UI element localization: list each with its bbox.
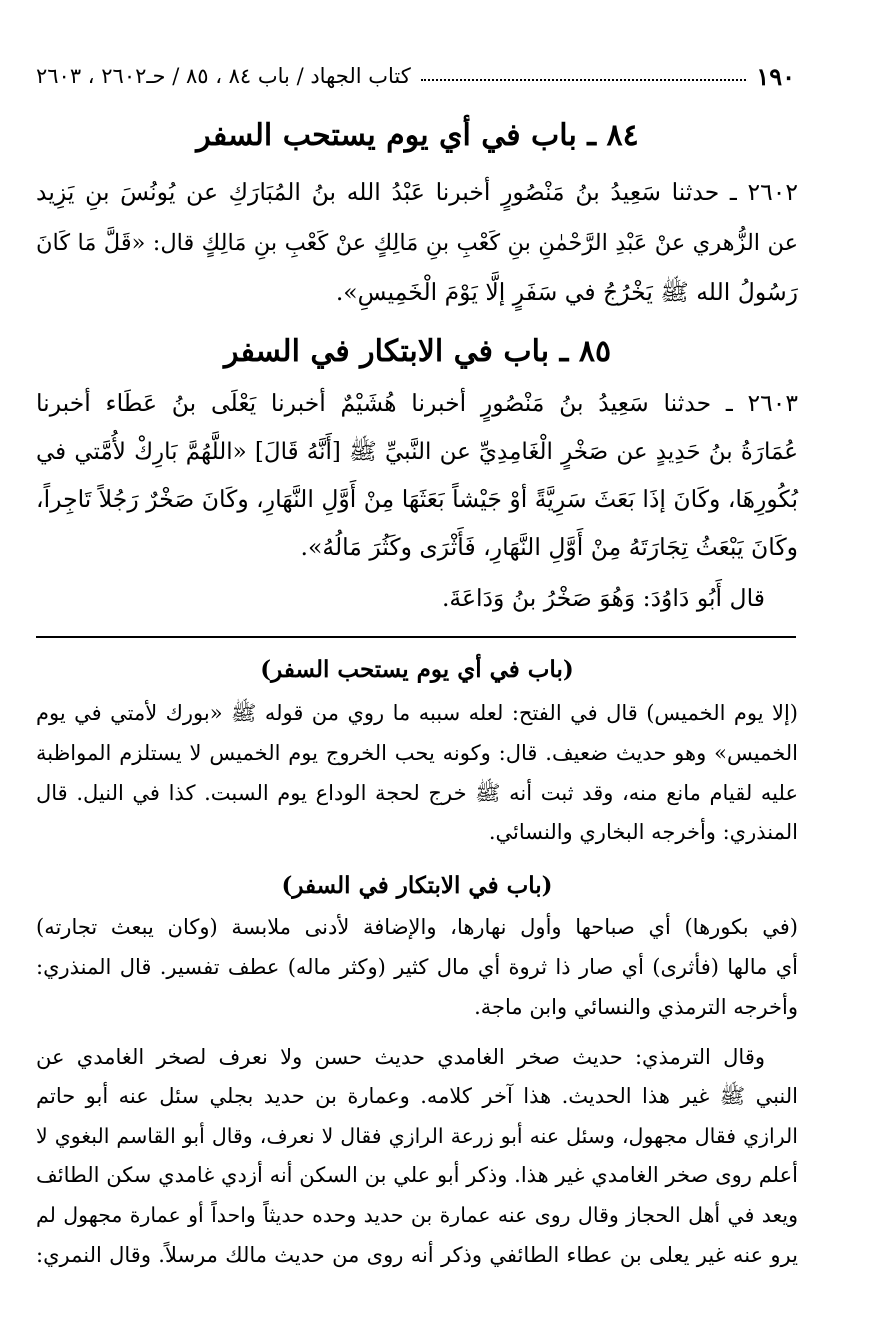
chapter-85-title: ٨٥ ـ باب في الابتكار في السفر bbox=[223, 334, 612, 369]
page-number: ١٩٠ bbox=[756, 61, 795, 91]
page-header bbox=[36, 56, 795, 96]
hadith-2602-line-2: عن الزُّهري عنْ عَبْدِ الرَّحْمٰنِ بنِ كَعْبِ بنِ مَالِكٍ عنْ كَعْبِ بنِ مَالِكٍ قال: «قَلَّ مَا كَانَ bbox=[36, 230, 798, 256]
commentary-2-line-1: (في بكورها) أي صباحها وأول نهارها، والإضافة لأدنى ملابسة (وكان يبعث تجارته) bbox=[36, 915, 798, 939]
commentary-3-line-5: ويعد في أهل الحجاز وقال روى عنه عمارة بن حديد وحده حديثاً واحداً أو عمارة مجهول لم bbox=[36, 1203, 798, 1227]
commentary-3-line-3: الرازي فقال مجهول، وسئل عنه أبو زرعة الرازي فقال لا نعرف، وقال أبو القاسم البغوي لا bbox=[36, 1124, 798, 1148]
running-head: كتاب الجهاد / باب ٨٤ ، ٨٥ / حـ٢٦٠٢ ، ٢٦٠٣ bbox=[36, 64, 411, 88]
commentary-3-line-4: أعلم روى صخر الغامدي غير هذا. وذكر أبو علي بن السكن أنه أزدي غامدي سكن الطائف bbox=[36, 1163, 798, 1187]
commentary-1-line-2: الخميس» وهو حديث ضعيف. قال: وكونه يحب الخروج يوم الخميس لا يستلزم المواظبة bbox=[36, 741, 798, 765]
commentary-2-line-2: أي مالها (فأثرى) أي صار ذا ثروة أي مال كثير (وكثر ماله) عطف تفسير. قال المنذري: bbox=[36, 955, 798, 979]
commentary-3-line-2: النبي ﷺ غير هذا الحديث. هذا آخر كلامه. وعمارة بن حديد بجلي سئل عنه أبو حاتم bbox=[36, 1084, 798, 1108]
commentary-title-1: (باب في أي يوم يستحب السفر) bbox=[260, 656, 574, 683]
hadith-2603-line-4: وكَانَ يَبْعَثُ تِجَارَتَهُ مِنْ أَوَّلِ النَّهَارِ، فَأَثْرَى وكَثُرَ مَالُهُ». bbox=[300, 533, 798, 561]
commentary-1-line-3: عليه لقيام مانع منه، وقد ثبت أنه ﷺ خرج لحجة الوداع يوم السبت. كذا في النيل. قال bbox=[36, 781, 798, 805]
header-leader-dots bbox=[421, 71, 747, 81]
commentary-2-line-3: وأخرجه الترمذي والنسائي وابن ماجة. bbox=[474, 995, 798, 1019]
chapter-84-title: ٨٤ ـ باب في أي يوم يستحب السفر bbox=[196, 118, 639, 153]
hadith-2602-line-1: ٢٦٠٢ ـ حدثنا سَعِيدُ بنُ مَنْصُورٍ أخبرنا عَبْدُ الله بنُ المُبَارَكِ عن يُونُسَ بنِ يَزِيد bbox=[36, 178, 798, 206]
commentary-1-line-4: المنذري: وأخرجه البخاري والنسائي. bbox=[488, 820, 798, 844]
commentary-title-2: (باب في الابتكار في السفر) bbox=[281, 872, 553, 899]
footnote-separator bbox=[36, 636, 796, 638]
hadith-2603-line-3: بُكُورِهَا، وكَانَ إذَا بَعَثَ سَرِيَّةً أوْ جَيْشاً بَعَثَهَا مِنْ أَوَّلِ النَّهَارِ، وكَانَ صَخْرٌ رَجُلاً تَاجِراً، bbox=[36, 485, 798, 513]
commentary-1-line-1: (إلا يوم الخميس) قال في الفتح: لعله سببه ما روي من قوله ﷺ «بورك لأمتي في يوم bbox=[36, 701, 798, 725]
hadith-2603-line-1: ٢٦٠٣ ـ حدثنا سَعِيدُ بنُ مَنْصُورٍ أخبرنا هُشَيْمٌ أخبرنا يَعْلَى بنُ عَطَاء أخبرنا bbox=[36, 389, 798, 417]
hadith-2602-line-3: رَسُولُ الله ﷺ يَخْرُجُ في سَفَرٍ إلَّا يَوْمَ الْخَمِيسِ». bbox=[335, 278, 798, 306]
abu-dawud-note: قال أَبُو دَاوُدَ: وَهُوَ صَخْرُ بنُ وَدَاعَةَ. bbox=[441, 584, 765, 612]
commentary-3-line-6: يرو عنه غير يعلى بن عطاء الطائفي وذكر أنه روى من حديث مالك مرسلاً. وقال النمري: bbox=[36, 1243, 798, 1267]
hadith-2603-line-2: عُمَارَةُ بنُ حَدِيدٍ عن صَخْرٍ الْغَامِدِيِّ عن النَّبيِّ ﷺ [أَنَّهُ قَالَ] «اللَّهُمَّ بَارِكْ لأُمَّتي في bbox=[36, 439, 798, 465]
commentary-3-line-1: وقال الترمذي: حديث صخر الغامدي حديث حسن ولا نعرف لصخر الغامدي عن bbox=[36, 1045, 765, 1069]
